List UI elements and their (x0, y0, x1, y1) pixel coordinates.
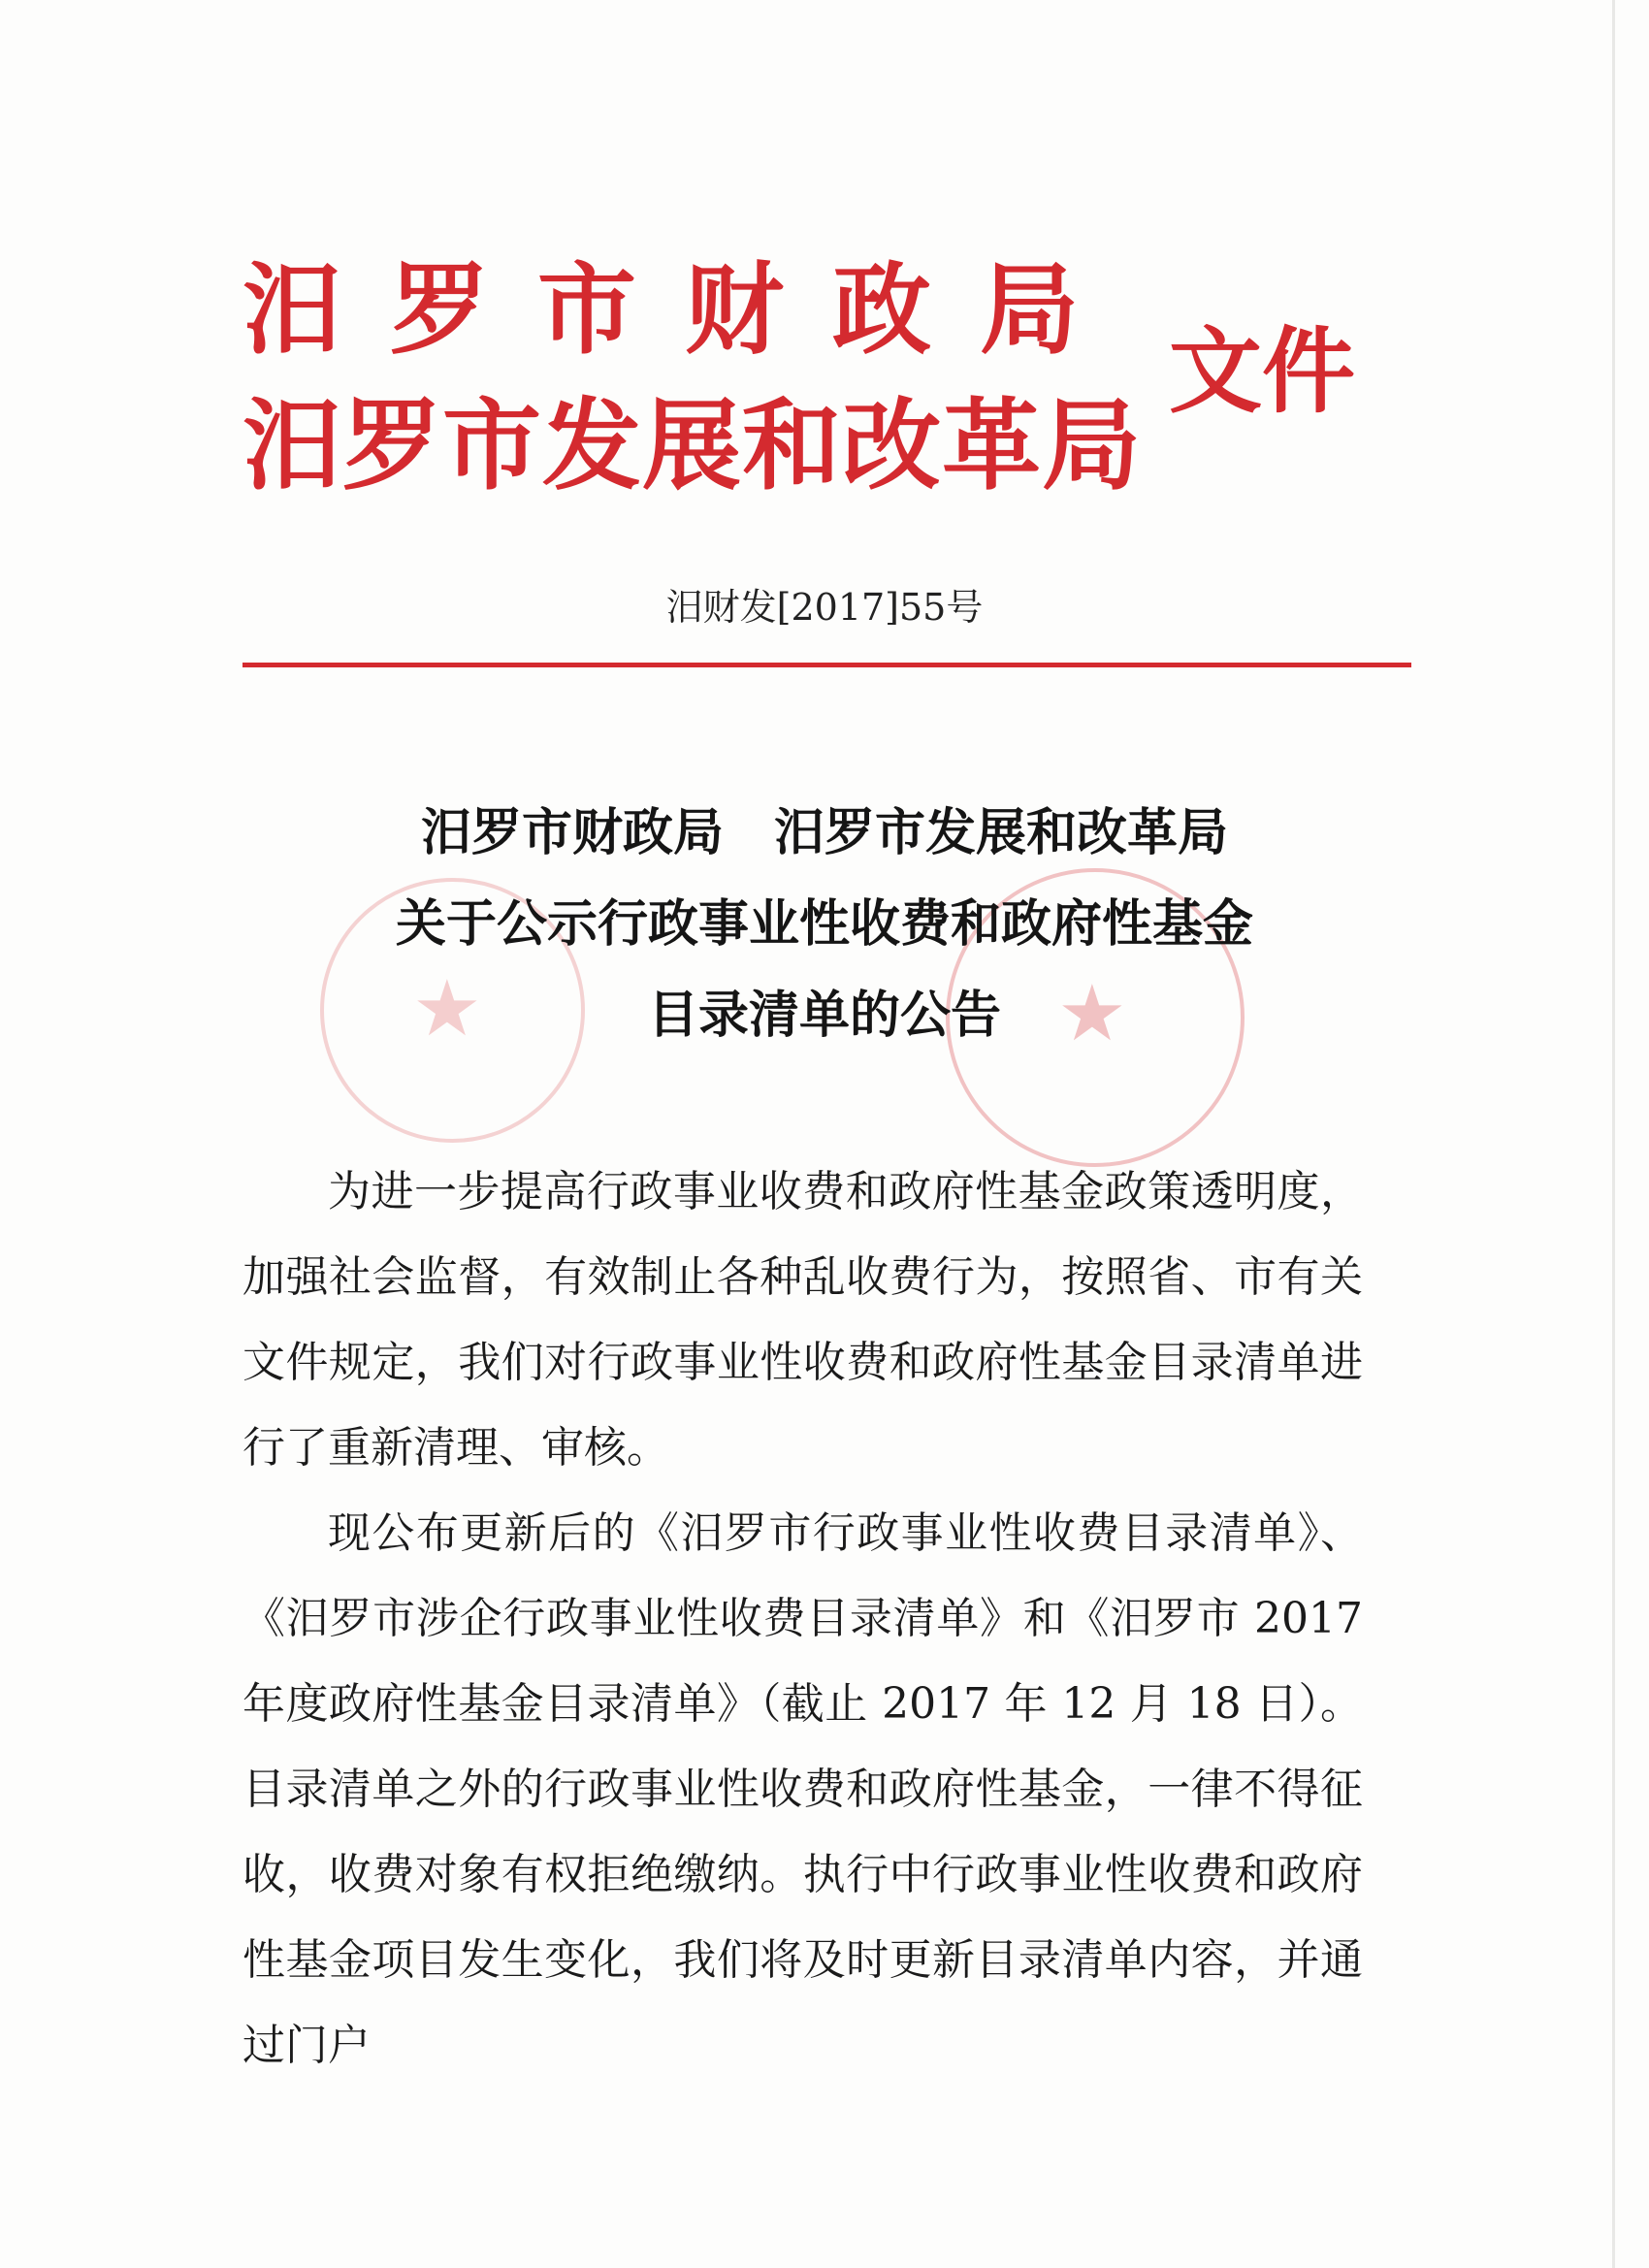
masthead-divider (242, 663, 1411, 667)
title-line-subject: 关于公示行政事业性收费和政府性基金 (395, 895, 1253, 954)
seal-star-icon: ★ (412, 963, 482, 1053)
seal-star-icon: ★ (1057, 968, 1127, 1058)
document-type-label: 文件 (1169, 317, 1355, 426)
issuer-finance-bureau: 汨罗市财政局 (242, 253, 1127, 369)
title-line-issuers (0, 788, 1649, 879)
title-line-subject-end: 目录清单的公告 (647, 987, 1001, 1045)
announcement-body (242, 1150, 1363, 2089)
issuer-development-reform-bureau: 汨罗市发展和改革局 (242, 389, 1142, 504)
title-issuer-2: 汨罗市发展和改革局 (774, 804, 1229, 862)
body-paragraph: 现公布更新后的《汨罗市行政事业性收费目录清单》、《汨罗市涉企行政事业性收费目录清单》和《汨罗市 2017 年度政府性基金目录清单》（截止 2017 年 12 月 18 日）。目录清单之外的行政事业性收费和政府性基金，一律不得征收，收费对象有权拒绝缴纳。执行中行政事业性收费和政府性基金项目发生变化，我们将及时更新目录清单内容，并通过门户 (242, 1508, 1363, 2070)
scan-edge (1612, 0, 1615, 2268)
title-issuer-1: 汨罗市财政局 (420, 804, 724, 862)
body-paragraph: 为进一步提高行政事业收费和政府性基金政策透明度，加强社会监督，有效制止各种乱收费行为，按照省、市有关文件规定，我们对行政事业性收费和政府性基金目录清单进行了重新清理、审核。 (242, 1167, 1363, 1473)
document-masthead (242, 253, 1406, 524)
announcement-title (0, 788, 1649, 1061)
document-number: 汨财发[2017]55号 (665, 586, 984, 629)
